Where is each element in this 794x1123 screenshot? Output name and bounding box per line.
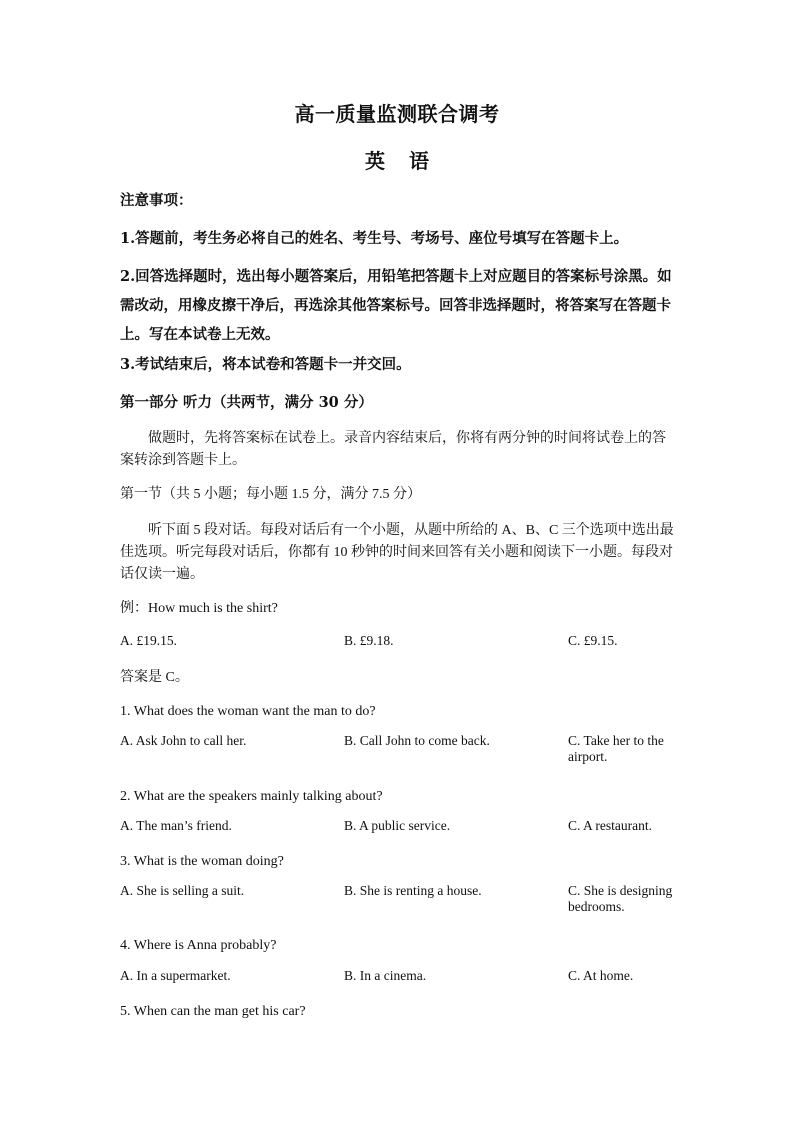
question-1-options — [120, 733, 676, 777]
question-1: 1. What does the woman want the man to do? — [120, 704, 376, 719]
option-b: B. £9.18. — [344, 633, 394, 648]
question-2: 2. What are the speakers mainly talking about? — [120, 789, 383, 804]
exam-title: 高一质量监测联合调考 — [294, 102, 500, 126]
section1-heading: 第一节（共 5 小题；每小题 1.5 分，满分 7.5 分） — [120, 487, 421, 502]
option-c: C. Take her to the airport. — [568, 733, 664, 764]
option-a: A. She is selling a suit. — [120, 883, 245, 898]
option-a: A. In a supermarket. — [120, 968, 231, 983]
notice-item-1: 1.答题前，考生务必将自己的姓名、考生号、考场号、座位号填写在答题卡上。 — [120, 230, 629, 247]
question-4-options — [120, 968, 676, 990]
option-c: C. A restaurant. — [568, 818, 652, 833]
question-3: 3. What is the woman doing? — [120, 854, 284, 869]
subject-title: 英语 — [365, 149, 453, 173]
part1-instruction: 做题时，先将答案标在试卷上。录音内容结束后，你将有两分钟的时间将试卷上的答案转涂到答题卡上。 — [120, 431, 666, 468]
option-c: C. At home. — [568, 968, 634, 983]
notice-item-3: 3.考试结束后，将本试卷和答题卡一并交回。 — [120, 356, 411, 373]
example-options — [120, 633, 676, 655]
question-4: 4. Where is Anna probably? — [120, 938, 277, 953]
notice-heading: 注意事项： — [120, 192, 193, 209]
example-question: 例：How much is the shirt? — [120, 601, 278, 616]
part1-heading: 第一部分 听力（共两节，满分 30 分） — [120, 394, 373, 411]
question-2-options — [120, 818, 676, 840]
option-b: B. She is renting a house. — [344, 883, 482, 898]
question-3-options — [120, 883, 676, 927]
option-b: B. In a cinema. — [344, 968, 427, 983]
option-a: A. £19.15. — [120, 633, 177, 648]
option-a: A. The man’s friend. — [120, 818, 232, 833]
option-b: B. A public service. — [344, 818, 451, 833]
option-c: C. £9.15. — [568, 633, 618, 648]
option-a: A. Ask John to call her. — [120, 733, 247, 748]
option-b: B. Call John to come back. — [344, 733, 490, 748]
notice-item-2: 2.回答选择题时，选出每小题答案后，用铅笔把答题卡上对应题目的答案标号涂黑。如需改动，用橡皮擦干净后，再选涂其他答案标号。回答非选择题时，将答案写在答题卡上。写在本试卷上无效。 — [120, 268, 672, 343]
section1-instruction: 听下面 5 段对话。每段对话后有一个小题，从题中所给的 A、B、C 三个选项中选出最佳选项。听完每段对话后，你都有 10 秒钟的时间来回答有关小题和阅读下一小题。每段对话仅读一遍。 — [120, 523, 674, 582]
example-answer: 答案是 C。 — [120, 670, 189, 685]
option-c: C. She is designing bedrooms. — [568, 883, 673, 914]
question-5: 5. When can the man get his car? — [120, 1004, 306, 1019]
